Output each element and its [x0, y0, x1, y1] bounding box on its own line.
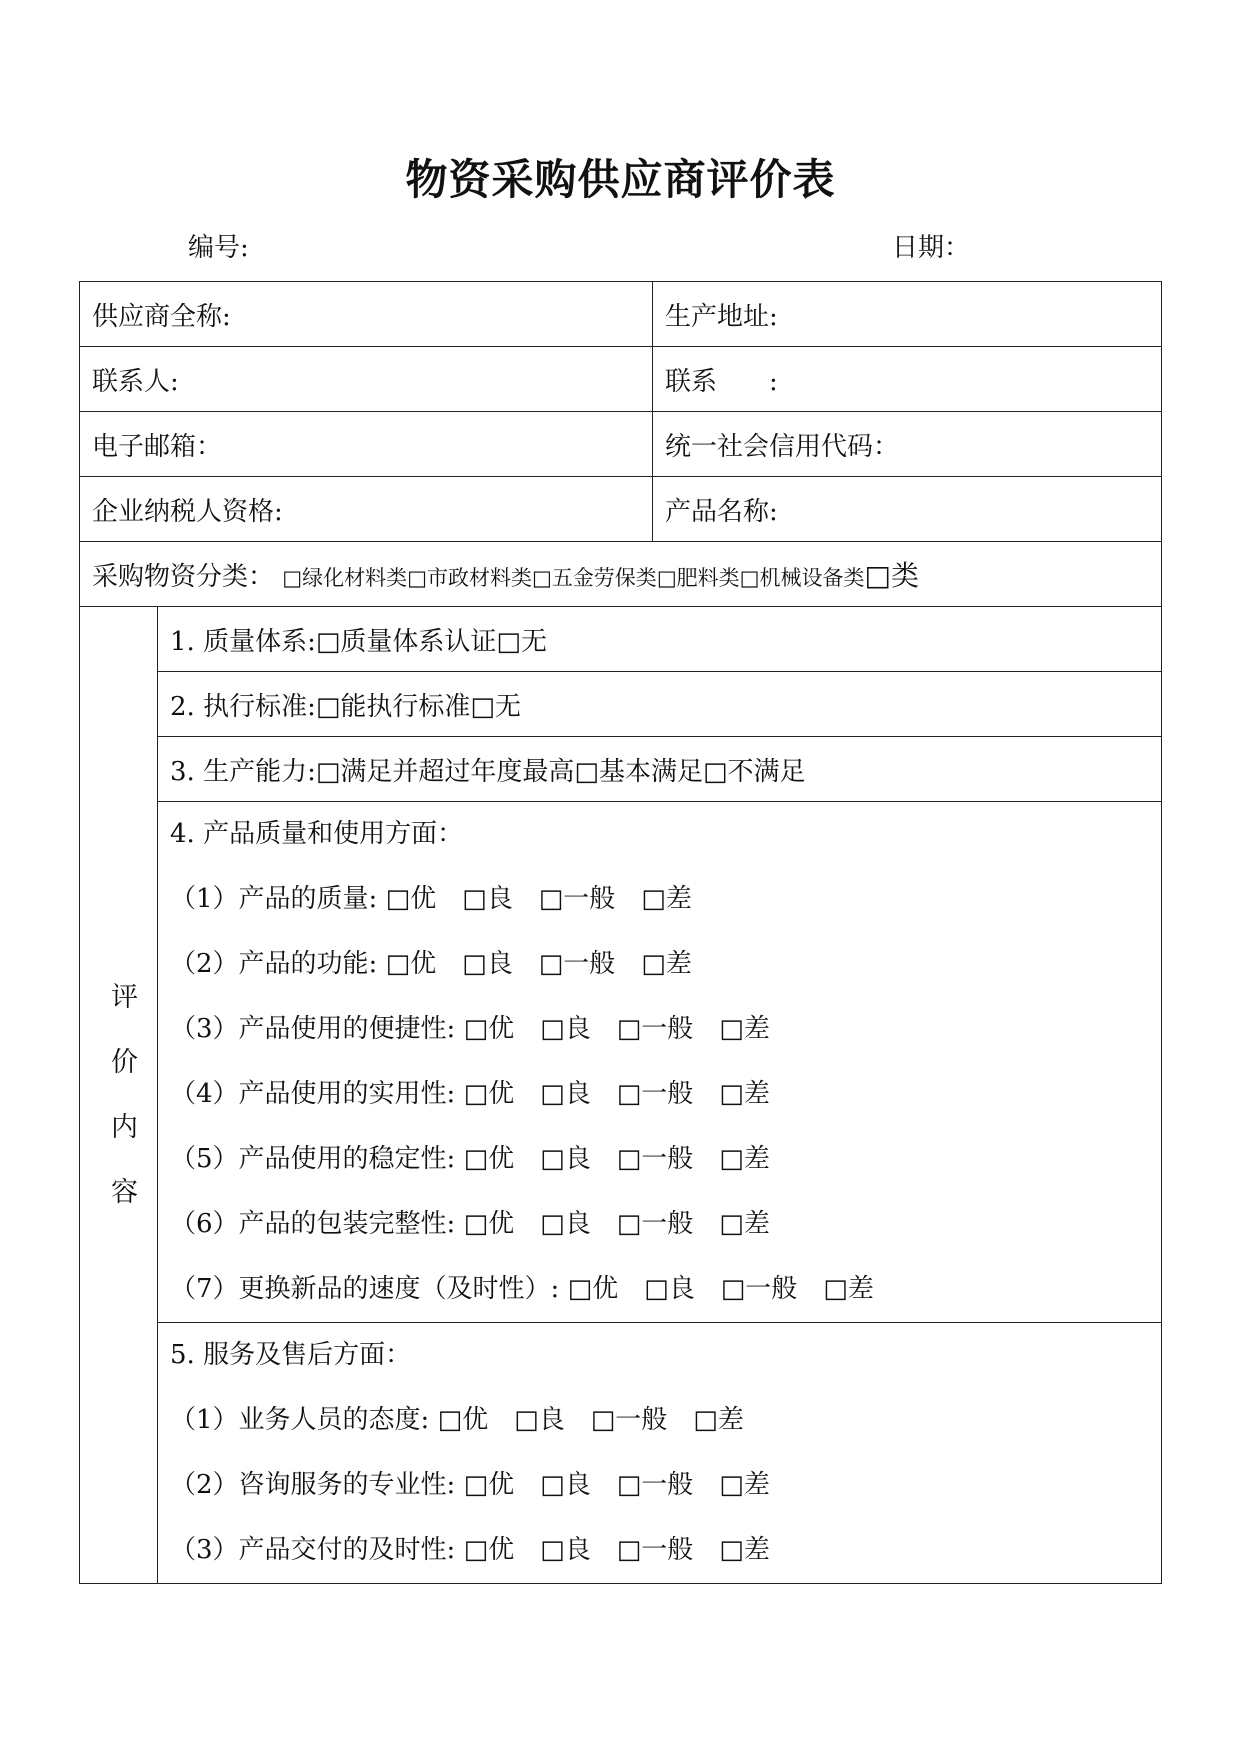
contact-person-field[interactable]: 联系人: — [80, 347, 653, 412]
category-option-fertilizer[interactable]: □肥料类 — [656, 566, 740, 590]
row-contact — [80, 347, 1162, 412]
form-title: 物资采购供应商评价表 — [405, 155, 836, 204]
service-line-3[interactable]: （3）产品交付的及时性: □优 □良 □一般 □差 — [170, 1535, 770, 1565]
product-name-field[interactable]: 产品名称: — [653, 477, 1162, 542]
row-email — [80, 412, 1162, 477]
category-label: 采购物资分类： — [92, 562, 275, 592]
standard-item[interactable]: 2. 执行标准:□能执行标准□无 — [158, 672, 1162, 737]
service-block — [158, 1323, 1162, 1584]
service-line-1[interactable]: （1）业务人员的态度: □优 □良 □一般 □差 — [170, 1405, 744, 1435]
number-label: 编号: — [188, 233, 249, 263]
supplier-name-field[interactable]: 供应商全称: — [80, 282, 653, 347]
evaluation-table — [79, 281, 1162, 1584]
row-taxpayer — [80, 477, 1162, 542]
product-line-2[interactable]: （2）产品的功能: □优 □良 □一般 □差 — [170, 949, 692, 979]
category-option-machinery[interactable]: □机械设备类 — [739, 566, 865, 590]
category-option-greening[interactable]: □绿化材料类 — [282, 566, 408, 590]
taxpayer-field[interactable]: 企业纳税人资格: — [80, 477, 653, 542]
row-service — [80, 1323, 1162, 1584]
product-quality-header: 4. 产品质量和使用方面： — [170, 819, 464, 849]
service-line-2[interactable]: （2）咨询服务的专业性: □优 □良 □一般 □差 — [170, 1470, 770, 1500]
category-options — [282, 566, 864, 590]
category-option-other[interactable]: □类 — [864, 559, 919, 592]
product-line-3[interactable]: （3）产品使用的便捷性: □优 □良 □一般 □差 — [170, 1014, 770, 1044]
email-field[interactable]: 电子邮箱： — [80, 412, 653, 477]
product-line-4[interactable]: （4）产品使用的实用性: □优 □良 □一般 □差 — [170, 1079, 770, 1109]
row-standard — [80, 672, 1162, 737]
category-cell — [80, 542, 1162, 607]
product-line-7[interactable]: （7）更换新品的速度（及时性）: □优 □良 □一般 □差 — [170, 1274, 874, 1304]
contact-field[interactable]: 联系 : — [653, 347, 1162, 412]
row-supplier — [80, 282, 1162, 347]
capacity-item[interactable]: 3. 生产能力:□满足并超过年度最高□基本满足□不满足 — [158, 737, 1162, 802]
product-line-6[interactable]: （6）产品的包装完整性: □优 □良 □一般 □差 — [170, 1209, 770, 1239]
row-category — [80, 542, 1162, 607]
product-line-1[interactable]: （1）产品的质量: □优 □良 □一般 □差 — [170, 884, 692, 914]
category-option-municipal[interactable]: □市政材料类 — [407, 566, 532, 590]
address-field[interactable]: 生产地址: — [653, 282, 1162, 347]
side-label-evaluation: 评 价 内 容 — [80, 607, 158, 1584]
date-label: 日期： — [892, 233, 971, 263]
category-option-hardware[interactable]: □五金劳保类 — [531, 566, 657, 590]
row-quality-system — [80, 607, 1162, 672]
quality-system-item[interactable]: 1. 质量体系:□质量体系认证□无 — [158, 607, 1162, 672]
product-line-5[interactable]: （5）产品使用的稳定性: □优 □良 □一般 □差 — [170, 1144, 770, 1174]
product-quality-block — [158, 802, 1162, 1323]
service-header: 5. 服务及售后方面： — [170, 1340, 412, 1370]
row-capacity — [80, 737, 1162, 802]
row-product-quality — [80, 802, 1162, 1323]
credit-code-field[interactable]: 统一社会信用代码： — [653, 412, 1162, 477]
